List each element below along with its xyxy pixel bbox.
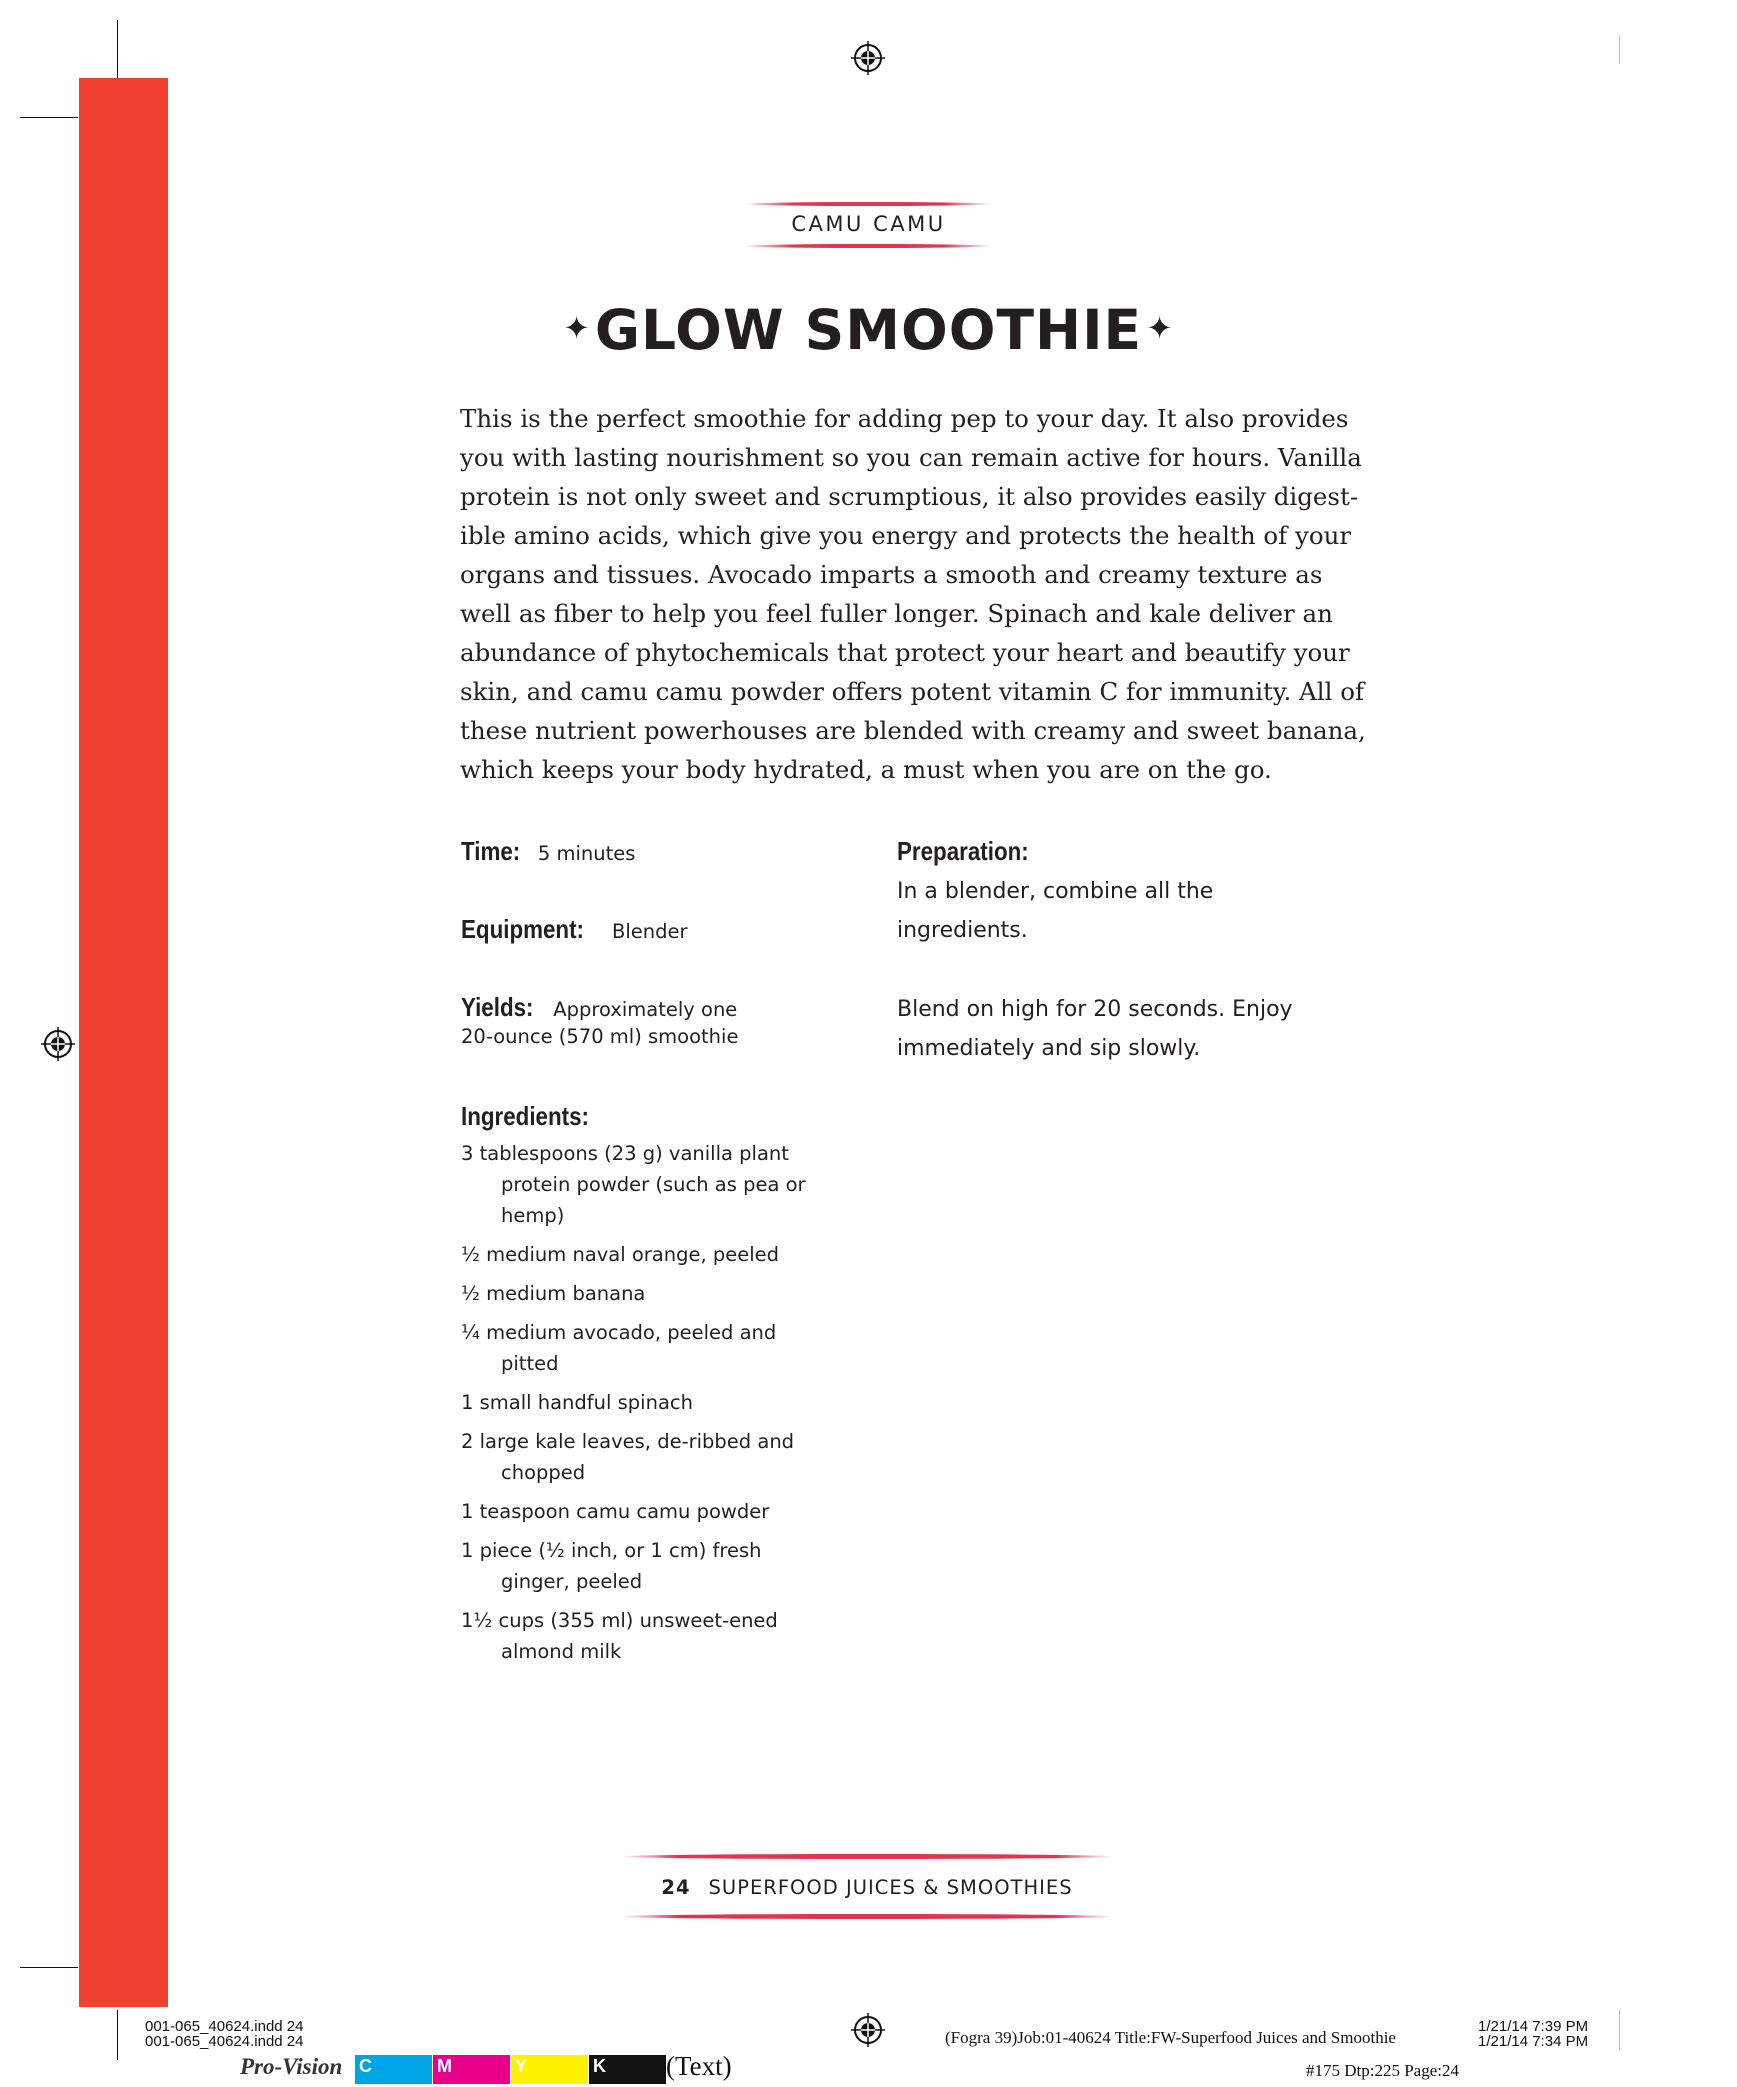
swatch-yellow [511,2055,588,2084]
swatch-yellow-label: Y [515,2056,528,2076]
accent-side-band [79,78,168,2007]
intro-line: This is the perfect smoothie for adding pep to your day. It also provides [460,404,1349,433]
yields-value-line1: Approximately one [553,998,738,1021]
intro-line: you with lasting nourishment so you can remain active for hours. Vanilla [460,443,1362,472]
equipment-value: Blender [612,920,688,943]
slug-file-line-2: 001-065_40624.indd 24 [145,2033,304,2050]
title-star-right-icon: ✦ [1146,308,1174,347]
ingredient-item: 2 large kale leaves, de-ribbed and chopped [461,1430,795,1484]
intro-line: which keeps your body hydrated, a must when you are on the go. [460,755,1272,784]
ingredient-item: 1½ cups (355 ml) unsweet-ened almond milk [461,1609,778,1663]
slug-text-tag: (Text) [666,2051,732,2081]
yields-row [461,992,737,1023]
swatch-black-label: K [593,2056,606,2076]
time-value: 5 minutes [537,842,636,865]
swatch-black [589,2055,666,2084]
crop-mark-top-left-vertical [117,20,118,78]
title-star-left-icon: ✦ [563,308,591,347]
kicker-swash-top [743,202,993,206]
registration-mark-left-icon [41,1027,75,1061]
kicker-swash-bottom [743,244,993,248]
crop-mark-top-right-vertical [1619,36,1620,64]
crop-mark-bottom-right-vertical [1619,2010,1620,2050]
intro-line: these nutrient powerhouses are blended with creamy and sweet banana, [460,716,1366,745]
equipment-row [461,914,688,945]
intro-line: protein is not only sweet and scrumptious, it also provides easily digest- [460,482,1359,511]
registration-mark-top-icon [851,41,885,75]
ingredient-item: ½ medium banana [461,1282,646,1305]
crop-mark-top-left-horizontal [20,117,78,118]
swatch-cyan-label: C [359,2056,372,2076]
footer-swash-bottom [620,1914,1114,1919]
ingredient-list [461,1138,831,1675]
intro-paragraph [460,399,1366,789]
swatch-magenta [433,2055,510,2084]
ingredients-heading [461,1101,610,1132]
preparation-step-2: Blend on high for 20 seconds. Enjoy immediately and sip slowly. [897,997,1293,1061]
swatch-magenta-label: M [437,2056,452,2076]
preparation-step-1: In a blender, combine all the ingredients. [897,879,1214,943]
footer-swash-top [620,1854,1114,1859]
slug-date-1: 1/21/14 7:39 PM [1478,2018,1589,2035]
ingredient-item: 1 teaspoon camu camu powder [461,1500,770,1523]
preparation-heading [897,836,1050,867]
yields-label: Yields: [461,992,534,1022]
ingredient-item: 1 small handful spinach [461,1391,693,1414]
time-label: Time: [461,836,521,866]
section-kicker: CAMU CAMU [791,212,946,236]
slug-provision-logo: Pro-Vision [240,2054,343,2079]
ingredient-item: 3 tablespoons (23 g) vanilla plant protein powder (such as pea or hemp) [461,1142,806,1227]
slug-date-2: 1/21/14 7:34 PM [1478,2033,1589,2050]
ingredient-item: 1 piece (½ inch, or 1 cm) fresh ginger, peeled [461,1539,762,1593]
page-number: 24 [661,1876,691,1899]
ingredient-item: ½ medium naval orange, peeled [461,1243,780,1266]
slug-job-info: (Fogra 39)Job:01-40624 Title:FW-Superfood Juices and Smoothie [945,2028,1396,2047]
registration-mark-bottom-icon [851,2013,885,2047]
crop-mark-bottom-left-horizontal [20,1967,78,1968]
intro-line: skin, and camu camu powder offers potent vitamin C for immunity. All of [460,677,1365,706]
page-footer [620,1876,1114,1899]
recipe-title-text: GLOW SMOOTHIE [594,298,1143,362]
swatch-cyan [355,2055,432,2084]
yields-value-line2: 20-ounce (570 ml) smoothie [461,1025,739,1048]
time-row [461,836,635,867]
slug-file-line-1: 001-065_40624.indd 24 [145,2018,304,2035]
slug-page-info: #175 Dtp:225 Page:24 [1306,2061,1459,2080]
running-footer-title: SUPERFOOD JUICES & SMOOTHIES [708,1876,1073,1899]
equipment-label: Equipment: [461,914,584,944]
intro-line: abundance of phytochemicals that protect your heart and beautify your [460,638,1350,667]
preparation-label: Preparation: [897,836,1029,866]
ingredients-label: Ingredients: [461,1101,589,1131]
intro-line: well as fiber to help you feel fuller longer. Spinach and kale deliver an [460,599,1333,628]
recipe-title [0,298,1737,362]
crop-mark-bottom-left-vertical [117,2010,118,2060]
intro-line: ible amino acids, which give you energy and protects the health of your [460,521,1352,550]
intro-line: organs and tissues. Avocado imparts a smooth and creamy texture as [460,560,1323,589]
ingredient-item: ¼ medium avocado, peeled and pitted [461,1321,777,1375]
